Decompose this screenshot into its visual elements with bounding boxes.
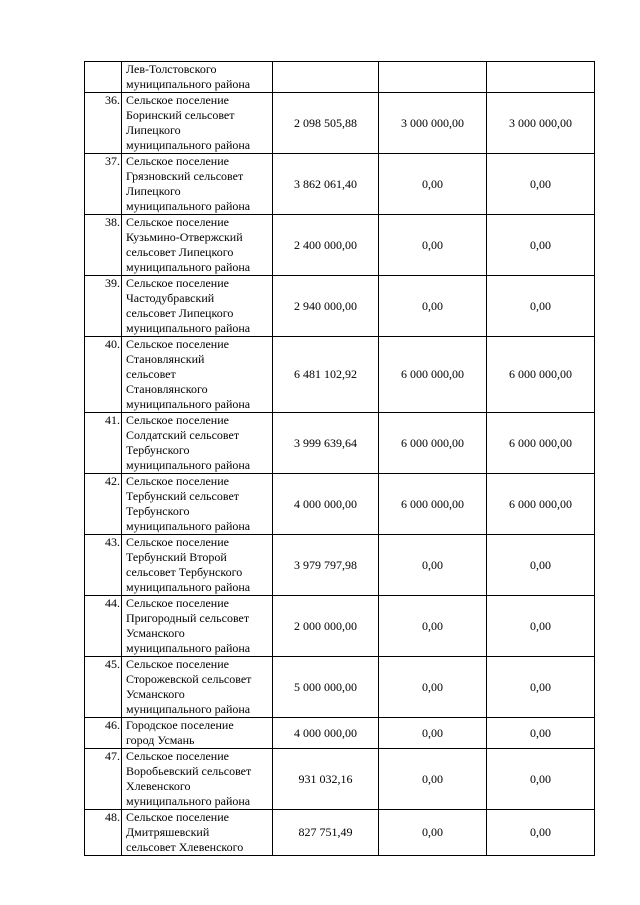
row-number: 43.	[85, 535, 122, 596]
table-row	[85, 657, 595, 718]
table-row	[85, 810, 595, 856]
amount-col1	[273, 62, 379, 93]
amount-col2: 0,00	[379, 749, 487, 810]
amount-col2: 0,00	[379, 657, 487, 718]
amount-col1: 931 032,16	[273, 749, 379, 810]
table-row	[85, 596, 595, 657]
amount-col2: 0,00	[379, 810, 487, 856]
row-number: 41.	[85, 413, 122, 474]
row-number: 47.	[85, 749, 122, 810]
amount-col1: 6 481 102,92	[273, 337, 379, 413]
table-body	[85, 62, 595, 856]
table-row	[85, 413, 595, 474]
row-number	[85, 62, 122, 93]
amount-col1: 3 979 797,98	[273, 535, 379, 596]
table-row	[85, 535, 595, 596]
municipality-name: Сельское поселение Дмитряшевский сельсовет Хлевенского	[122, 810, 273, 856]
municipality-name: Городское поселение город Усмань	[122, 718, 273, 749]
row-number: 42.	[85, 474, 122, 535]
municipality-name: Сельское поселение Пригородный сельсовет Усманского муниципального района	[122, 596, 273, 657]
amount-col2: 6 000 000,00	[379, 474, 487, 535]
amount-col3: 0,00	[487, 810, 595, 856]
amount-col2: 0,00	[379, 215, 487, 276]
municipality-name: Сельское поселение Тербунский Второй сельсовет Тербунского муниципального района	[122, 535, 273, 596]
amount-col1: 2 000 000,00	[273, 596, 379, 657]
row-number: 38.	[85, 215, 122, 276]
row-number: 46.	[85, 718, 122, 749]
amount-col3: 0,00	[487, 276, 595, 337]
municipality-name: Сельское поселение Тербунский сельсовет Тербунского муниципального района	[122, 474, 273, 535]
amount-col3	[487, 62, 595, 93]
table-row	[85, 474, 595, 535]
municipality-name: Сельское поселение Частодубравский сельсовет Липецкого муниципального района	[122, 276, 273, 337]
amount-col1: 3 999 639,64	[273, 413, 379, 474]
amount-col2: 6 000 000,00	[379, 413, 487, 474]
table-row	[85, 93, 595, 154]
amount-col1: 3 862 061,40	[273, 154, 379, 215]
municipality-name: Сельское поселение Солдатский сельсовет Тербунского муниципального района	[122, 413, 273, 474]
row-number: 45.	[85, 657, 122, 718]
table-row	[85, 337, 595, 413]
row-number: 36.	[85, 93, 122, 154]
table-row	[85, 154, 595, 215]
row-number: 48.	[85, 810, 122, 856]
amount-col3: 6 000 000,00	[487, 337, 595, 413]
amount-col1: 4 000 000,00	[273, 474, 379, 535]
amount-col3: 0,00	[487, 154, 595, 215]
row-number: 44.	[85, 596, 122, 657]
table-row	[85, 749, 595, 810]
amount-col1: 827 751,49	[273, 810, 379, 856]
row-number: 37.	[85, 154, 122, 215]
amount-col3: 0,00	[487, 718, 595, 749]
amount-col1: 4 000 000,00	[273, 718, 379, 749]
amount-col3: 0,00	[487, 657, 595, 718]
amount-col2: 0,00	[379, 535, 487, 596]
row-number: 39.	[85, 276, 122, 337]
amount-col3: 0,00	[487, 749, 595, 810]
amount-col3: 0,00	[487, 215, 595, 276]
amount-col3: 6 000 000,00	[487, 413, 595, 474]
allocation-table	[84, 61, 595, 856]
municipality-name: Сельское поселение Становлянский сельсовет Становлянского муниципального района	[122, 337, 273, 413]
amount-col2: 3 000 000,00	[379, 93, 487, 154]
amount-col3: 0,00	[487, 596, 595, 657]
amount-col3: 6 000 000,00	[487, 474, 595, 535]
amount-col1: 2 940 000,00	[273, 276, 379, 337]
table-row	[85, 62, 595, 93]
municipality-name: Сельское поселение Кузьмино-Отвержский сельсовет Липецкого муниципального района	[122, 215, 273, 276]
amount-col2: 6 000 000,00	[379, 337, 487, 413]
table-row	[85, 718, 595, 749]
table-row	[85, 276, 595, 337]
amount-col2: 0,00	[379, 154, 487, 215]
amount-col2: 0,00	[379, 596, 487, 657]
amount-col2: 0,00	[379, 718, 487, 749]
amount-col3: 3 000 000,00	[487, 93, 595, 154]
amount-col1: 2 400 000,00	[273, 215, 379, 276]
amount-col1: 5 000 000,00	[273, 657, 379, 718]
municipality-name: Сельское поселение Сторожевской сельсовет Усманского муниципального района	[122, 657, 273, 718]
municipality-name: Сельское поселение Грязновский сельсовет Липецкого муниципального района	[122, 154, 273, 215]
amount-col1: 2 098 505,88	[273, 93, 379, 154]
municipality-name: Сельское поселение Воробьевский сельсовет Хлевенского муниципального района	[122, 749, 273, 810]
amount-col2: 0,00	[379, 276, 487, 337]
municipality-name: Сельское поселение Боринский сельсовет Липецкого муниципального района	[122, 93, 273, 154]
amount-col3: 0,00	[487, 535, 595, 596]
row-number: 40.	[85, 337, 122, 413]
table-row	[85, 215, 595, 276]
municipality-name: Лев-Толстовского муниципального района	[122, 62, 273, 93]
amount-col2	[379, 62, 487, 93]
